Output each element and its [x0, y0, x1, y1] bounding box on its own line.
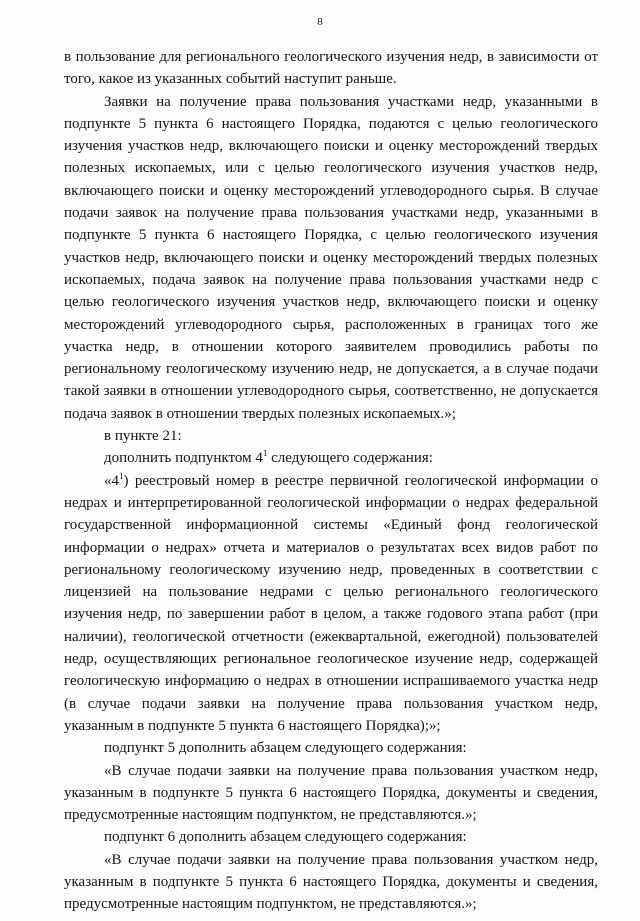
text-segment: дополнить подпунктом 4	[104, 450, 263, 467]
superscript: 1	[262, 448, 268, 459]
text-segment: «4	[104, 472, 119, 489]
paragraph-subpoint-6: подпункт 6 дополнить абзацем следующего содержания:	[104, 829, 467, 846]
paragraph-continuation: в пользование для регионального геологического изучения недр, в зависимости от того, какое из указанных событий наступит раньше.	[64, 49, 598, 88]
paragraph-subpoint-5: подпункт 5 дополнить абзацем следующего содержания:	[104, 740, 467, 757]
text-segment: следующего содержания:	[267, 450, 433, 467]
paragraph-applications: Заявки на получение права пользования участками недр, указанными в подпункте 5 пункта 6 настоящего Порядка, подаются с целью геологического изучения участков недр, включающего поиски и оценку месторождений твердых полезных ископаемых, или с целью геологического изучения участков недр, включающего поиски и оценку месторождений углеводородного сырья. В случае подачи заявок на получение права пользования участками недр, указанными в подпункте 5 пункта 6 настоящего Порядка, с целью геологического изучения участков недр, включающего поиски и оценку месторождений твердых полезных ископаемых, подача заявок на получение права пользования участками недр с целью геологического изучения участков недр, включающего поиски и оценку месторождений углеводородного сырья, расположенных в границах того же участка недр, в отношении которого заявителем проводились работы по региональному геологическому изучению недр, не допускается, а в случае подачи такой заявки в отношении углеводородного сырья, соответственно, не допускается подача заявок в отношении твердых полезных ископаемых.»;	[64, 93, 598, 422]
text-segment: ) реестровый номер в реестре первичной геологической информации о недрах и интерпретированной геологической информации о недрах федеральной государственной информационной системы «Единый фонд геологической информации о недрах» отчета и материалов о результатах всех видов работ по региональному геологическому изучению недр, проведенных в соответствии с лицензией на пользование недрами с целью регионального геологического изучения недр, по завершении работ в целом, а также годового этапа работ (при наличии), геологической отчетности (ежеквартальной, ежегодной) пользователей недр, осуществляющих региональное геологическое изучение недр, содержащей геологическую информацию о недрах в отношении испрашиваемого участка недр (в случае подачи заявки на получение права пользования участком недр, указанным в подпункте 5 пункта 6 настоящего Порядка);»;	[64, 472, 598, 734]
paragraph-subpoint-4-1	[64, 470, 598, 738]
document-body	[64, 46, 598, 916]
superscript: 1	[119, 470, 124, 481]
paragraph-point-21: в пункте 21:	[104, 428, 182, 445]
page-number: 8	[317, 16, 323, 28]
paragraph-subpoint-6-text: «В случае подачи заявки на получение права пользования участком недр, указанным в подпункте 5 пункта 6 настоящего Порядка, документы и сведения, предусмотренные настоящим подпунктом, не представляются.»;	[64, 851, 598, 913]
paragraph-subpoint-5-text: «В случае подачи заявки на получение права пользования участком недр, указанным в подпункте 5 пункта 6 настоящего Порядка, документы и сведения, предусмотренные настоящим подпунктом, не представляются.»;	[64, 762, 598, 824]
paragraph-add-subpoint	[64, 447, 598, 469]
